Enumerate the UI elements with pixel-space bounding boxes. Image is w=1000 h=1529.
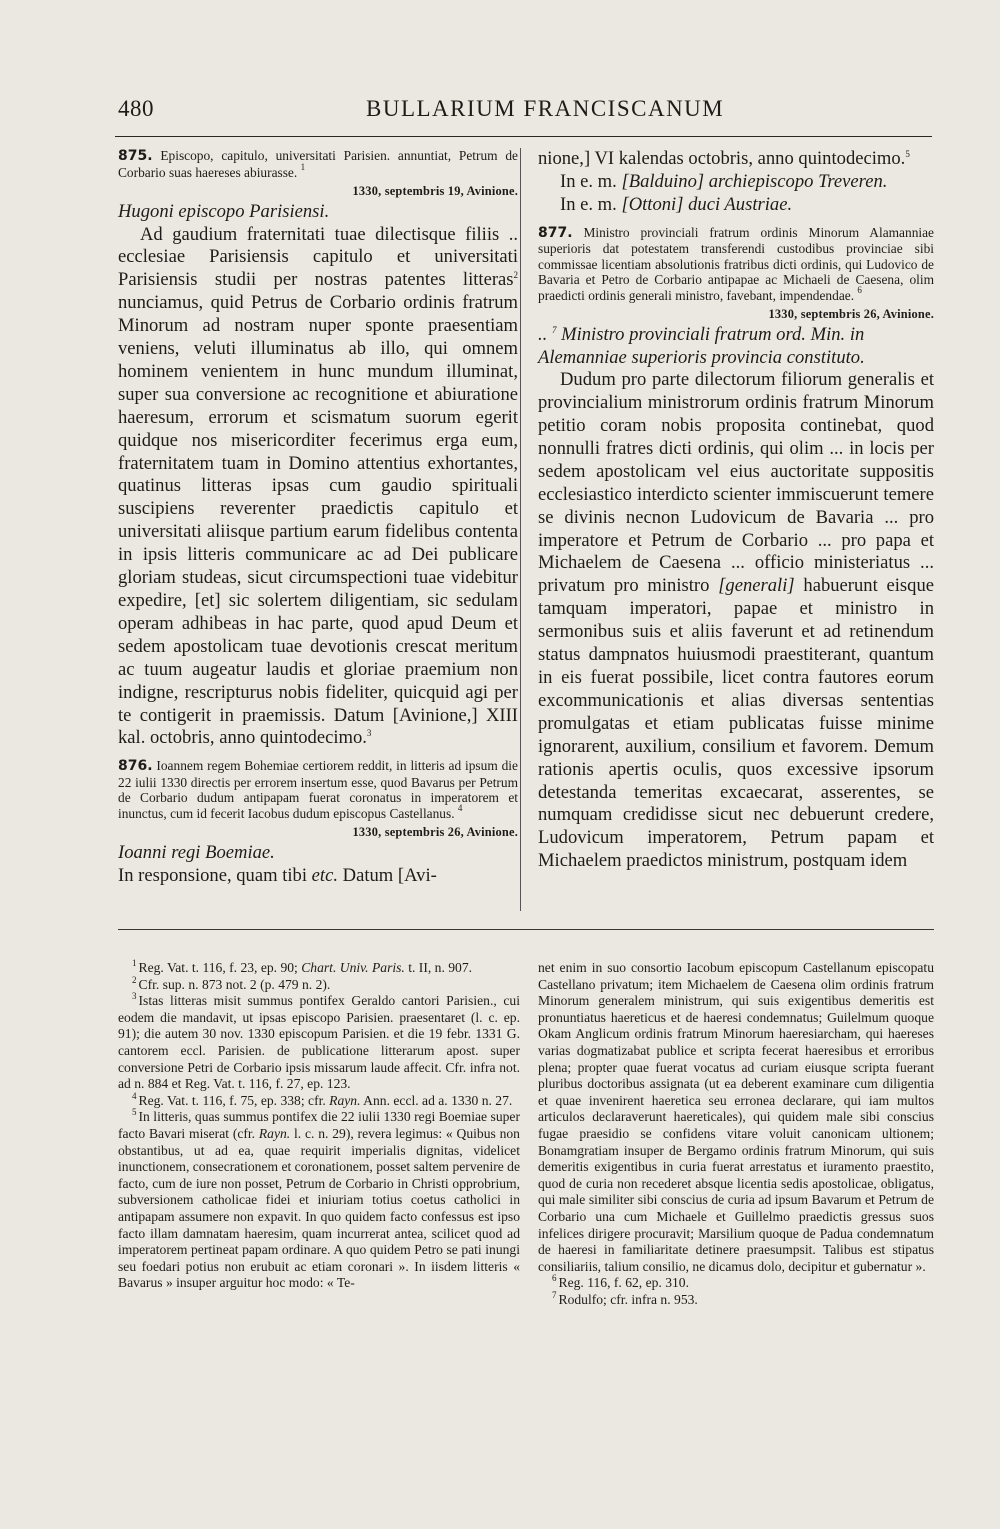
- entry-877-addressee-text: Ministro provinciali fratrum ord. Min. in Alemanniae superioris provincia constituto.: [538, 324, 865, 368]
- footnote-text: Cfr. sup. n. 873 not. 2 (p. 479 n. 2).: [138, 976, 331, 992]
- footnote-text: l. c. n. 29), revera legimus: « Quibus non obstantibus, ut ad ea, quae requirit imperialis dignitas, videlicet inunctionem, consecrationem et coronationem, posset saltem pervenire de facto, cum de iure non posset, Petrum de Corbario in Christi opprobrium, subversionem catholicae fidei et iniuriam totius coetus catholici in antipapam assumere non expavit. In quo quidem facto confessus est ipso facto illam damnatam haeresim, quam incurrerat antea, scilicet quod ad imperatorem pertineat papam ordinare. A quo quidem Petro se pati inungi seu foedari potius non erubuit ac etiam coronari ». In iisdem litteris « Bavarus » insuper arguitur hoc modo: « Te-: [118, 1125, 521, 1291]
- footnote-ref: 2: [513, 270, 518, 281]
- footnote-text: Reg. Vat. t. 116, f. 75, ep. 338; cfr.: [138, 1092, 330, 1108]
- footnote-ref: 4: [457, 802, 463, 813]
- footnote-5: [118, 1109, 520, 1292]
- running-head: [118, 96, 933, 136]
- entry-875-addressee: Hugoni episcopo Parisiensi.: [118, 201, 330, 222]
- footnote-ref: 7: [551, 325, 557, 336]
- footnote-rule: [118, 929, 521, 930]
- entry-876-body-date: Datum [Avi-: [342, 864, 437, 886]
- entry-875-body-part2: nunciamus, quid Petrus de Corbario ordinis fratrum Minorum ad nostram nuper sponte praesentiam veniens, veluti illuminatus ab illo, qui omnem hominem venientem in hunc mundum illuminat, super sua conversione ac recognitione et abiuratione haeresum, errorum et scismatum suorum egerit quidque nos misericorditer fecerimus erga eum, fraternitatem tuam in Domino attentius exhortantes, quatinus litteras ipsas cum gaudio spirituali suscipiens reverenter praedictis capitulo et universitati aliisque partium earum fidelibus contenta in ipsis litteris communicare ac ad Dei publicare gloriam studeas, sicut circumspectioni tuae videbitur expedire, [et] sic solertem diligentiam, sic sedulam operam adhibeas in hac parte, quod apud Deum et sedem apostolicam tuae devotionis crescat meritum ac tuum augeatur laudis et gloriae praemium non indigne, rescripturus nobis fideliter, quicquid agi per te contigerit in praemissis. Datum [Avinione,] XIII kal. octobris, anno quintodecimo.: [118, 292, 518, 749]
- footnote-mark: 4: [132, 1090, 137, 1101]
- footnote-text: Reg. 116, f. 62, ep. 310.: [558, 1275, 690, 1291]
- entry-876-summary: [118, 758, 518, 821]
- footnote-ref: 3: [366, 728, 372, 739]
- column-divider: [520, 148, 521, 911]
- entry-876-continuation-text: nione,] VI kalendas octobris, anno quintodecimo.: [538, 148, 906, 169]
- entry-877-addressee: [538, 324, 934, 369]
- entry-875-body-part1: Ad gaudium fraternitati tuae dilectisque filiis .. ecclesiae Parisiensis capitulo et universitati Parisiensis studii per nostras patentes litteras: [118, 223, 518, 291]
- footnote-4: [118, 1090, 520, 1110]
- footnote-2: [118, 974, 520, 994]
- footnote-mark: 7: [552, 1289, 557, 1300]
- footnote-mark: 3: [132, 991, 137, 1002]
- footnotes-right: [538, 960, 934, 1308]
- page-number: 480: [118, 96, 154, 121]
- footnote-3: [118, 993, 520, 1093]
- entry-876-summary-text: Ioannem regem Bohemiae certiorem reddit, in litteris ad ipsum die 22 iulii 1330 directis per errorem insertum esse, quod Bavarus per Petrum de Corbario dudum antipapam fuerat coronatus in imperatorem et inunctus, cum id fecerit Iacobus dudum episcopus Castellanus.: [118, 758, 518, 821]
- entry-877-summary-text: Ministro provinciali fratrum ordinis Minorum Alamanniae superioris dat potestatem transferendi custodibus provinciae sibi commissae licentiam absolutionis fratribus dicti ordinis, qui Ludovico de Bavaria et Petro de Corbario antipapae ac Michaeli de Caesena, olim praedicti ordinis generali ministro, favebant, impendendae.: [538, 224, 934, 303]
- footnote-mark: 2: [132, 974, 137, 985]
- entry-875-body: [118, 224, 518, 751]
- entry-876-etc: etc.: [311, 864, 338, 886]
- footnote-ref: 1: [300, 161, 306, 172]
- in-eundem-modum-name: [Ottoni] duci Austriae.: [621, 193, 793, 215]
- footnote-text: In litteris, quas summus pontifex die 22 iulii 1330 regi Boemiae super facto Bavari miserat (cfr.: [118, 1109, 520, 1141]
- footnote-ref: 6: [857, 284, 862, 295]
- entry-877-summary: [538, 225, 934, 304]
- footnote-1: [118, 960, 520, 977]
- footnote-text: t. II, n. 907.: [404, 960, 473, 975]
- entry-877-body-part1: Dudum pro parte dilectorum filiorum generalis et provincialium ministrorum ordinis fratrum Minorum petitio coram nobis proposita continebat, quod nonnulli fratres dicti ordinis, qui olim ... in locis per sedem apostolicam vel eius auctoritate suppositis ecclesiastico interdicto scienter immiscuerunt temere se divinis necnon Ludovicum de Bavaria ... pro imperatore et Petrum de Corbario ... pro papa et Michaelem de Caesena ... officio ministeriatus ... privatum pro ministro: [538, 369, 934, 597]
- right-column: [538, 148, 934, 873]
- entry-876-continuation: [538, 148, 934, 171]
- entry-877-body: [538, 369, 934, 873]
- footnote-text: Reg. Vat. t. 116, f. 23, ep. 90;: [138, 960, 302, 975]
- footnote-6: [538, 1275, 934, 1292]
- footnotes-left: [118, 960, 520, 1292]
- footnote-7: [538, 1289, 934, 1309]
- footnote-text: Ann. eccl. ad a. 1330 n. 27.: [360, 1092, 513, 1108]
- footnote-mark: 1: [132, 958, 137, 968]
- running-title: BULLARIUM FRANCISCANUM: [366, 96, 725, 121]
- in-eundem-modum-1: [538, 171, 934, 194]
- entry-876-addressee: Ioanni regi Boemiae.: [118, 842, 275, 864]
- footnote-text: Rayn.: [258, 1125, 291, 1141]
- footnote-ref: 5: [905, 149, 910, 159]
- entry-876-body: [118, 865, 518, 888]
- footnote-continuation: net enim in suo consortio Iacobum episcopum Castellanum episcopatu Castellano privatum; item Michaelem de Caesena olim ordinis fratrum Minorum generalem ministrum, qui suis exigentibus demeritis est pronuntiatus haereticus et de haeresi condemnatus; Guilelmum quoque Okam Anglicum ordinis fratrum Minorum haeresiarcham, qui haereses varias dogmatizabat publice et scripta fecerat haeresibus et erroribus plena; propter quae fuerat vocatus ad curiam eiusque scripta fuerant pluribus doctoribus assignata (ut ea deberent examinare cum diligentia et quae invenirent haeretica seu erronea declarare, qui iam multos articulos declaraverunt haereticales), qui quidem male sibi conscius fugae praesidio se confidens vitare voluit canonicam ultionem; Bonamgratiam insuper de Bergamo ordinis fratrum Minorum, qui suis demeritis exigentibus in curia fuerat arrestatus et iuramento praestito, quod de curia non recederet absque licentia sedis apostolicae, obligatus, qui male similiter sibi conscius de curia ad ipsum Bavarum et Petrum de Corbario una cum Michaele et Guillelmo praedictis gressus suos infelices dirigere procuravit; Marsilium quoque de Padua condemnatum de haeresi in familiaritate detinere praesumpsit. Talibus est stipatus consiliariis, talium consilio, ne dicamus dolo, decipitur et gubernatur ».: [538, 960, 934, 1274]
- footnote-text: Rayn.: [329, 1092, 361, 1108]
- entry-877-body-part2: habuerunt eisque tamquam imperatori, papae et ministro in sermonibus suis et aliis faverunt et ad retinendum status dampnatos huiusmodi praestiterant, quantum in eis fuerat possibile, licet contra fautores eorum excommunicationis et alias diversas sententias promulgatas et etiam publicatas fuisse minime ignorarent, auxilium, consilium et favorem. Demum rationis apertis oculis, quos excessive ipsorum detestanda temeritas excaecarat, asserentes, se numquam credidisse sicut nec debuerunt credere, Ludovicum imperatorem, Petrum papam et Michaelem praedictos ministrum, postquam idem: [538, 575, 934, 872]
- footnote-mark: 6: [552, 1273, 557, 1284]
- entry-876-number: 876.: [118, 758, 153, 775]
- in-eundem-modum-2: [538, 194, 934, 217]
- in-eundem-modum-prefix: In e. m.: [560, 170, 617, 192]
- footnote-rule: [521, 929, 934, 930]
- in-eundem-modum-prefix: In e. m.: [560, 193, 617, 215]
- in-eundem-modum-name: [Balduino] archiepiscopo Treveren.: [621, 170, 888, 192]
- left-column: [118, 148, 518, 888]
- entry-876-body-start: In responsione, quam tibi: [118, 864, 308, 886]
- footnote-text: Istas litteras misit summus pontifex Geraldo cantori Parisien., cui eodem die mandavit, ut ipsas episcopo Parisien. praesentaret (l. c. ep. 91); die autem 30 nov. 1330 episcopum Parisien. et die 19 febr. 1331 G. cantorem eccl. Parisien. de publicatione litterarum apost. super conversione Petri de Corbario ipsis missarum laude affecit. Cfr. infra not. ad n. 884 et Reg. Vat. t. 116, f. 27, ep. 123.: [118, 993, 520, 1092]
- entry-875-number: 875.: [118, 148, 153, 164]
- entry-877-bracket: [generali]: [718, 575, 795, 597]
- footnote-text: Chart. Univ. Paris.: [301, 960, 405, 975]
- footnote-mark: 5: [132, 1107, 137, 1118]
- footnote-list: [538, 1275, 934, 1308]
- entry-875-summary: [118, 148, 518, 180]
- entry-877-date: 1330, septembris 26, Avinione.: [768, 307, 934, 322]
- addressee-omission: ..: [538, 324, 548, 346]
- entry-875-date: 1330, septembris 19, Avinione.: [352, 184, 518, 198]
- entry-876-date: 1330, septembris 26, Avinione.: [352, 825, 518, 840]
- entry-877-number: 877.: [538, 224, 573, 241]
- entry-875-summary-text: Episcopo, capitulo, universitati Parisien. annuntiat, Petrum de Corbario suas haereses abiurasse.: [118, 148, 518, 180]
- footnote-text: Rodulfo; cfr. infra n. 953.: [558, 1291, 698, 1307]
- header-rule: [115, 136, 932, 137]
